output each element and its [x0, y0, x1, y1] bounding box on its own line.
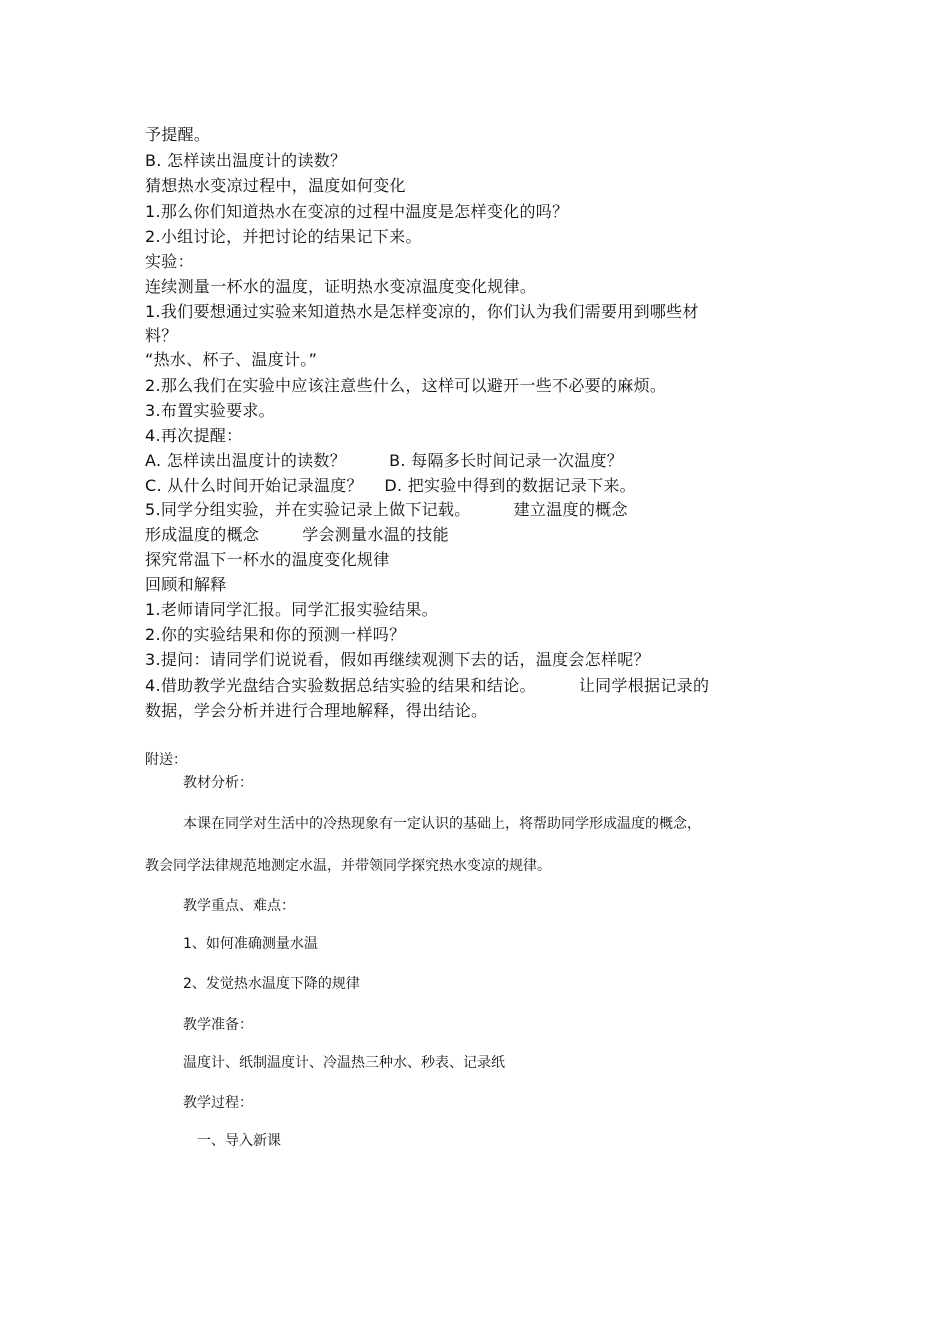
key-point-item: 2、发觉热水温度下降的规律: [183, 976, 360, 992]
preparation-items: 温度计、纸制温度计、冷温热三种水、秒表、记录纸: [183, 1055, 505, 1071]
material-analysis-paragraph-cont: 教会同学法律规范地测定水温，并带领同学探究热水变凉的规律。: [145, 858, 551, 874]
text-line: 形成温度的概念 学会测量水温的技能: [145, 525, 449, 544]
text-line: “热水、杯子、温度计。”: [145, 350, 318, 369]
appendix-heading: 附送：: [145, 752, 187, 768]
text-line: 探究常温下一杯水的温度变化规律: [145, 550, 390, 569]
material-analysis-paragraph: 本课在同学对生活中的冷热现象有一定认识的基础上，将帮助同学形成温度的概念，: [183, 816, 701, 832]
text-line: 5.同学分组实验，并在实验记录上做下记载。 建立温度的概念: [145, 500, 628, 519]
text-line: 数据，学会分析并进行合理地解释，得出结论。: [145, 701, 488, 720]
text-line: B. 怎样读出温度计的读数？: [145, 151, 347, 170]
text-line: 1.我们要想通过实验来知道热水是怎样变凉的，你们认为我们需要用到哪些材: [145, 302, 699, 321]
text-line: 料？: [145, 326, 178, 345]
preparation-title: 教学准备：: [183, 1017, 253, 1033]
text-line: 猜想热水变凉过程中，温度如何变化: [145, 176, 406, 195]
text-line: 2.那么我们在实验中应该注意些什么，这样可以避开一些不必要的麻烦。: [145, 376, 667, 395]
text-line: 3.布置实验要求。: [145, 401, 275, 420]
text-line: 予提醒。: [145, 125, 211, 144]
key-point-item: 1、如何准确测量水温: [183, 936, 318, 952]
key-points-title: 教学重点、难点：: [183, 898, 295, 914]
process-step: 一、导入新课: [197, 1133, 281, 1149]
text-line: 4.借助教学光盘结合实验数据总结实验的结果和结论。 让同学根据记录的: [145, 676, 710, 695]
material-analysis-title: 教材分析：: [183, 775, 253, 791]
text-line: 3.提问：请同学们说说看，假如再继续观测下去的话，温度会怎样呢？: [145, 650, 650, 669]
text-line: 2.小组讨论，并把讨论的结果记下来。: [145, 227, 422, 246]
process-title: 教学过程：: [183, 1095, 253, 1111]
text-line: 实验：: [145, 252, 194, 271]
text-line: C. 从什么时间开始记录温度？ D. 把实验中得到的数据记录下来。: [145, 476, 636, 495]
text-line: 4.再次提醒：: [145, 426, 243, 445]
text-line: 1.老师请同学汇报。同学汇报实验结果。: [145, 600, 438, 619]
text-line: 连续测量一杯水的温度，证明热水变凉温度变化规律。: [145, 277, 537, 296]
text-line: A. 怎样读出温度计的读数？ B. 每隔多长时间记录一次温度？: [145, 451, 624, 470]
text-line: 回顾和解释: [145, 575, 227, 594]
text-line: 1.那么你们知道热水在变凉的过程中温度是怎样变化的吗？: [145, 202, 569, 221]
text-line: 2.你的实验结果和你的预测一样吗？: [145, 625, 406, 644]
